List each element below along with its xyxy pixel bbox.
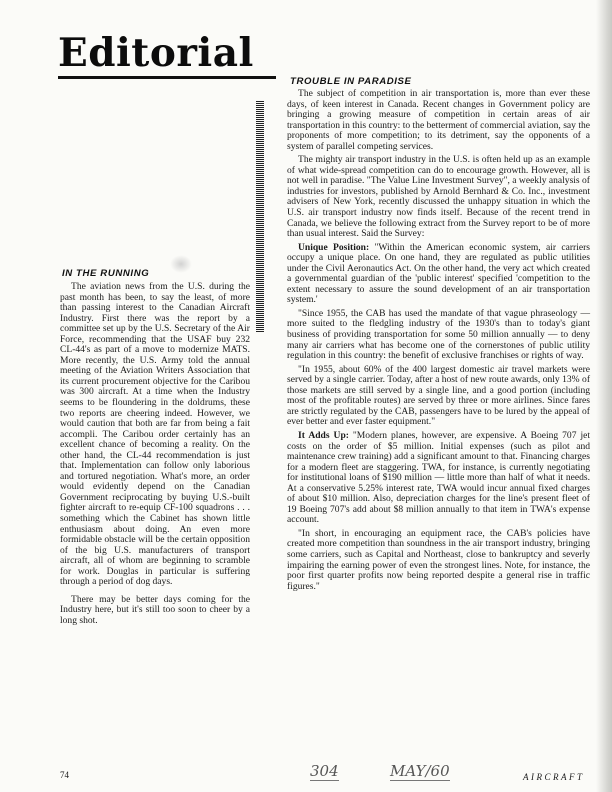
run-in-head: It Adds Up: xyxy=(298,429,349,441)
paragraph: There may be better days coming for the Industry here, but it's still too soon to cheer by a long shot. xyxy=(60,593,250,626)
paragraph: "In short, in encouraging an equipment race, the CAB's policies have created more competition than soundness in the air transport industry, bringing some carriers, such as Capital and Northeast, close to bankruptcy and severly impairing the earning power of even the strongest lines. Note, for instance, the poor first quarter profits now being reported despite a general rise in traffic figures." xyxy=(287,527,590,592)
editorial-trouble-in-paradise xyxy=(287,89,590,592)
handwritten-issue-date: MAY/60 xyxy=(390,762,450,780)
paragraph: "In 1955, about 60% of the 400 largest domestic air travel markets were served by a single carrier. Today, after a host of new route awards, only 13% of those markets are still served by a single line, and a good portion (including most of the profitable routes) are served by three or more airlines. Since fares are strictly regulated by the CAB, passengers have to be lured by the appeal of ever better and ever faster equipment." xyxy=(287,363,590,428)
paragraph: The subject of competition in air transportation is, more than ever these days, of keen interest in Canada. Recent changes in Government policy are bringing a growing measure of competition in certain areas of air transportation in this country: to the betterment of commercial aviation, say the proponents of more competition; to its detriment, say the opponents of a system of parallel competing services. xyxy=(287,88,590,152)
paragraph xyxy=(287,243,590,306)
print-smudge xyxy=(170,255,192,273)
paragraph: The mighty air transport industry in the U.S. is often held up as an example of what wide-spread competition can do to encourage growth. However, all is not well in paradise. "The Value Line Investment Survey", a weekly analysis of industries for investors, published by Arnold Bernhard & Co. Inc., investment advisers of New York, recently discussed the unhappy situation in which the U.S. air transport industry now finds itself. Because of the recent trend in Canada, we believe the following extract from the Survey report to be of more than usual interest. Said the Survey: xyxy=(287,154,590,240)
paragraph: "Since 1955, the CAB has used the mandate of that vague phraseology — more suited to the fledgling industry of the 1930's than to today's giant business of providing transportation for some 50 million annually — to deny many air carriers what has become one of the cornerstones of public utility regulation in this country: the benefit of exclusive franchises or rights of way. xyxy=(287,307,590,362)
run-in-head: Unique Position: xyxy=(298,241,370,253)
column-divider xyxy=(256,100,264,332)
heading-in-the-running: IN THE RUNNING xyxy=(62,268,150,279)
editorial-in-the-running xyxy=(60,282,250,627)
paragraph-text: "Within the American economic system, air carriers occupy a unique place. On one hand, they are regulated as public utilities under the Civil Aeronautics Act. On the other hand, the very act which created a governmental guardian of the 'public interest' specified 'competition to the extent necessary to assure the sound development of an air transportation system.' xyxy=(287,241,590,306)
paragraph-text: "Modern planes, however, are expensive. A Boeing 707 jet costs on the order of $5 million. Initial expenses (such as pilot and maintenance crew training) add a significant amount to that. Financing charges for a modern fleet are staggering. TWA, for instance, is currently negotiating for institutional loans of $190 million — little more than half of what it needs. At a conservative 5.25% interest rate, TWA would incur annual fixed charges of about $10 million. Also, depreciation charges for the line's present fleet of 19 Boeing 707's add about $8 million annually to that item in TWA's expense account. xyxy=(287,429,590,526)
page-title: Editorial xyxy=(58,30,254,76)
page-number: 74 xyxy=(60,770,69,780)
page-edge-shadow xyxy=(596,0,612,792)
paragraph xyxy=(287,431,590,526)
magazine-name: AIRCRAFT xyxy=(523,772,585,782)
heading-trouble-in-paradise: TROUBLE IN PARADISE xyxy=(290,76,412,87)
paragraph: The aviation news from the U.S. during the past month has been, to say the least, of more than passing interest to the Canadian Aircraft Industry. First there was the report by a committee set up by the U.S. Secretary of the Air Force, recommending that the USAF buy 232 CL-44's as part of a move to modernize MATS. More recently, the U.S. Army told the annual meeting of the Aviation Writers Association that its current procurement objective for the Caribou was 300 aircraft. At a time when the Industry seems to be floundering in the doldrums, these two reports are cheering indeed. However, we would caution that both are far from being a fait accompli. The Caribou order certainly has an excellent chance of becoming a reality. On the other hand, the CL-44 recommendation is just that. Implementation can follow only laborious and tortured negotiation. What's more, an order would evidently depend on the Canadian Government reciprocating by buying U.S.-built fighter aircraft to re-equip CF-100 squadrons . . . something which the Cabinet has shown little enthusiasm about doing. An even more formidable obstacle will be the certain opposition of the big U.S. manufacturers of transport aircraft, all of whom are beginning to scramble for work. Douglas in particular is suffering through a period of dog days. xyxy=(60,281,250,588)
title-rule xyxy=(58,76,276,79)
handwritten-archive-number: 304 xyxy=(310,762,339,780)
